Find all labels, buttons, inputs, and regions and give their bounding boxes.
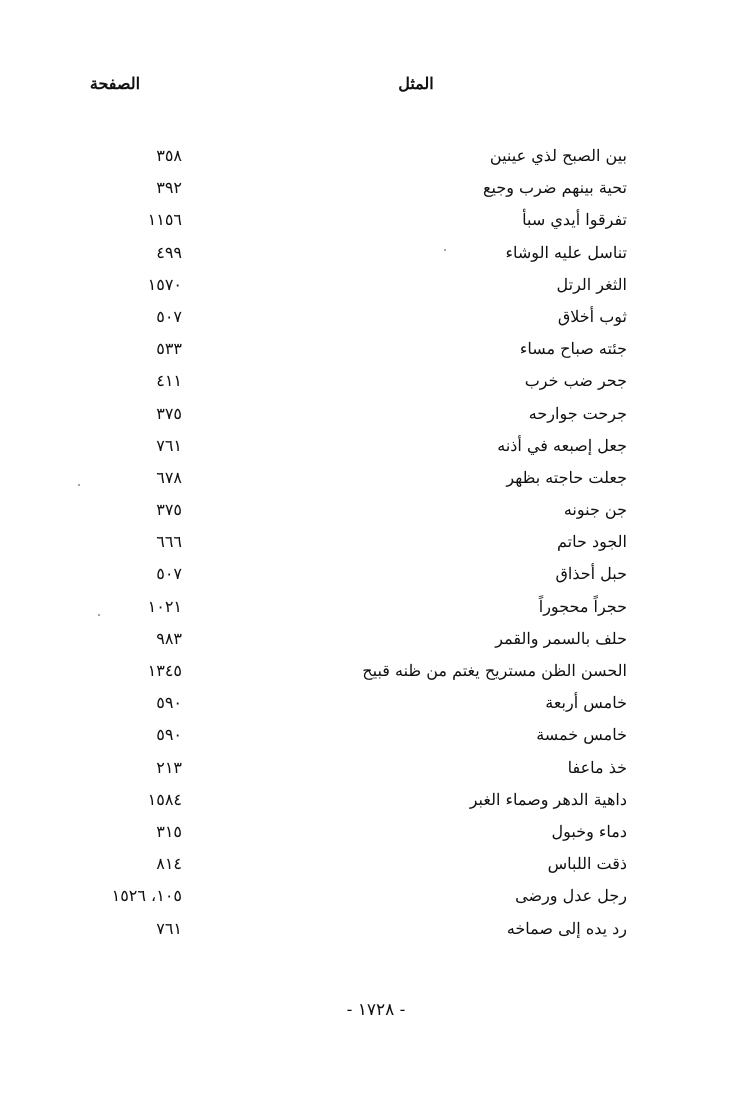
page-number: ٣٧٥ bbox=[156, 403, 182, 423]
scan-speck bbox=[78, 484, 80, 486]
proverb-text: ثوب أخلاق bbox=[557, 306, 627, 326]
proverb-text: جعل إصبعه في أذنه bbox=[497, 435, 627, 455]
page-number: ١١٥٦ bbox=[147, 210, 182, 230]
list-item bbox=[0, 657, 752, 689]
page-number: ٥٩٠ bbox=[156, 725, 182, 745]
page-number: ١٥٧٠ bbox=[147, 274, 182, 294]
page-number: ١٠٥، ١٥٢٦ bbox=[111, 886, 182, 906]
list-item bbox=[0, 593, 752, 625]
list-item bbox=[0, 335, 752, 367]
list-item bbox=[0, 882, 752, 914]
page-number: ٥٠٧ bbox=[156, 306, 182, 326]
page-number: ٦٧٨ bbox=[156, 467, 182, 487]
list-item bbox=[0, 464, 752, 496]
page-number: ٧٦١ bbox=[156, 435, 182, 455]
proverb-text: حبل أحذاق bbox=[555, 564, 627, 584]
proverb-text: خامس أربعة bbox=[545, 693, 627, 713]
proverb-column-heading: المثل bbox=[398, 74, 434, 93]
list-item bbox=[0, 496, 752, 528]
page-number: ٥٠٧ bbox=[156, 564, 182, 584]
page-number: ٩٨٣ bbox=[156, 628, 182, 648]
list-item bbox=[0, 528, 752, 560]
proverb-text: دماء وخبول bbox=[551, 821, 627, 841]
page-number: ٣٩٢ bbox=[156, 178, 182, 198]
proverb-text: بين الصبح لذي عينين bbox=[489, 146, 627, 165]
list-item bbox=[0, 271, 752, 303]
proverb-text: رد يده إلى صماخه bbox=[506, 918, 627, 938]
list-item bbox=[0, 560, 752, 592]
list-item bbox=[0, 689, 752, 721]
proverb-text: تحية بينهم ضرب وجيع bbox=[482, 178, 627, 198]
proverb-text: جحر ضب خرب bbox=[524, 371, 627, 391]
list-item bbox=[0, 367, 752, 399]
list-item bbox=[0, 625, 752, 657]
list-item bbox=[0, 174, 752, 206]
list-item bbox=[0, 239, 752, 271]
proverb-text: جن جنونه bbox=[563, 500, 627, 520]
proverb-text: ذقت اللباس bbox=[547, 854, 627, 874]
page-number: ٨١٤ bbox=[156, 854, 182, 874]
proverb-text: حلف بالسمر والقمر bbox=[495, 628, 627, 648]
proverb-text: تفرقوا أيدي سبأ bbox=[522, 210, 627, 230]
proverb-text: خذ ماعفا bbox=[567, 757, 627, 777]
page-footer-number: - ١٧٢٨ - bbox=[346, 1000, 406, 1020]
proverb-text: جئته صباح مساء bbox=[519, 339, 627, 359]
scan-speck bbox=[444, 249, 446, 251]
proverb-text: الثغر الرتل bbox=[556, 274, 627, 294]
page-number: ١٣٤٥ bbox=[147, 661, 182, 680]
page-number: ٥٣٣ bbox=[156, 339, 182, 359]
column-header bbox=[0, 74, 752, 100]
scan-speck bbox=[98, 614, 100, 616]
page-number: ٣٥٨ bbox=[156, 146, 182, 165]
list-item bbox=[0, 818, 752, 850]
page-number: ١٥٨٤ bbox=[147, 789, 182, 809]
proverb-text: رجل عدل ورضى bbox=[515, 886, 627, 906]
list-item bbox=[0, 206, 752, 238]
page-number: ٤٩٩ bbox=[156, 242, 182, 262]
list-item bbox=[0, 786, 752, 818]
page-number: ٣١٥ bbox=[156, 821, 182, 841]
list-item bbox=[0, 400, 752, 432]
page-number: ٤١١ bbox=[156, 371, 182, 391]
list-item bbox=[0, 721, 752, 753]
proverb-text: الحسن الظن مستريح يغتم من ظنه قبيح bbox=[362, 661, 627, 680]
proverb-text: خامس خمسة bbox=[536, 725, 627, 745]
proverb-text: تناسل عليه الوشاء bbox=[505, 242, 627, 262]
page-number: ٦٦٦ bbox=[156, 532, 182, 552]
list-item bbox=[0, 432, 752, 464]
proverb-text: الجود حاتم bbox=[557, 532, 627, 552]
page-number: ١٠٢١ bbox=[147, 596, 182, 616]
page-number: ٢١٣ bbox=[156, 757, 182, 777]
proverb-text: جرحت جوارحه bbox=[528, 403, 627, 423]
index-list bbox=[0, 142, 752, 947]
proverb-text: جعلت حاجته بظهر bbox=[506, 467, 627, 487]
page-number: ٥٩٠ bbox=[156, 693, 182, 713]
proverb-text: حجراً محجوراً bbox=[538, 596, 627, 616]
page-column-heading: الصفحة bbox=[89, 74, 141, 93]
list-item bbox=[0, 142, 752, 174]
page-number: ٧٦١ bbox=[156, 918, 182, 938]
list-item bbox=[0, 754, 752, 786]
list-item bbox=[0, 915, 752, 947]
list-item bbox=[0, 850, 752, 882]
page-number: ٣٧٥ bbox=[156, 500, 182, 520]
proverb-text: داهية الدهر وصماء الغبر bbox=[469, 789, 627, 809]
list-item bbox=[0, 303, 752, 335]
